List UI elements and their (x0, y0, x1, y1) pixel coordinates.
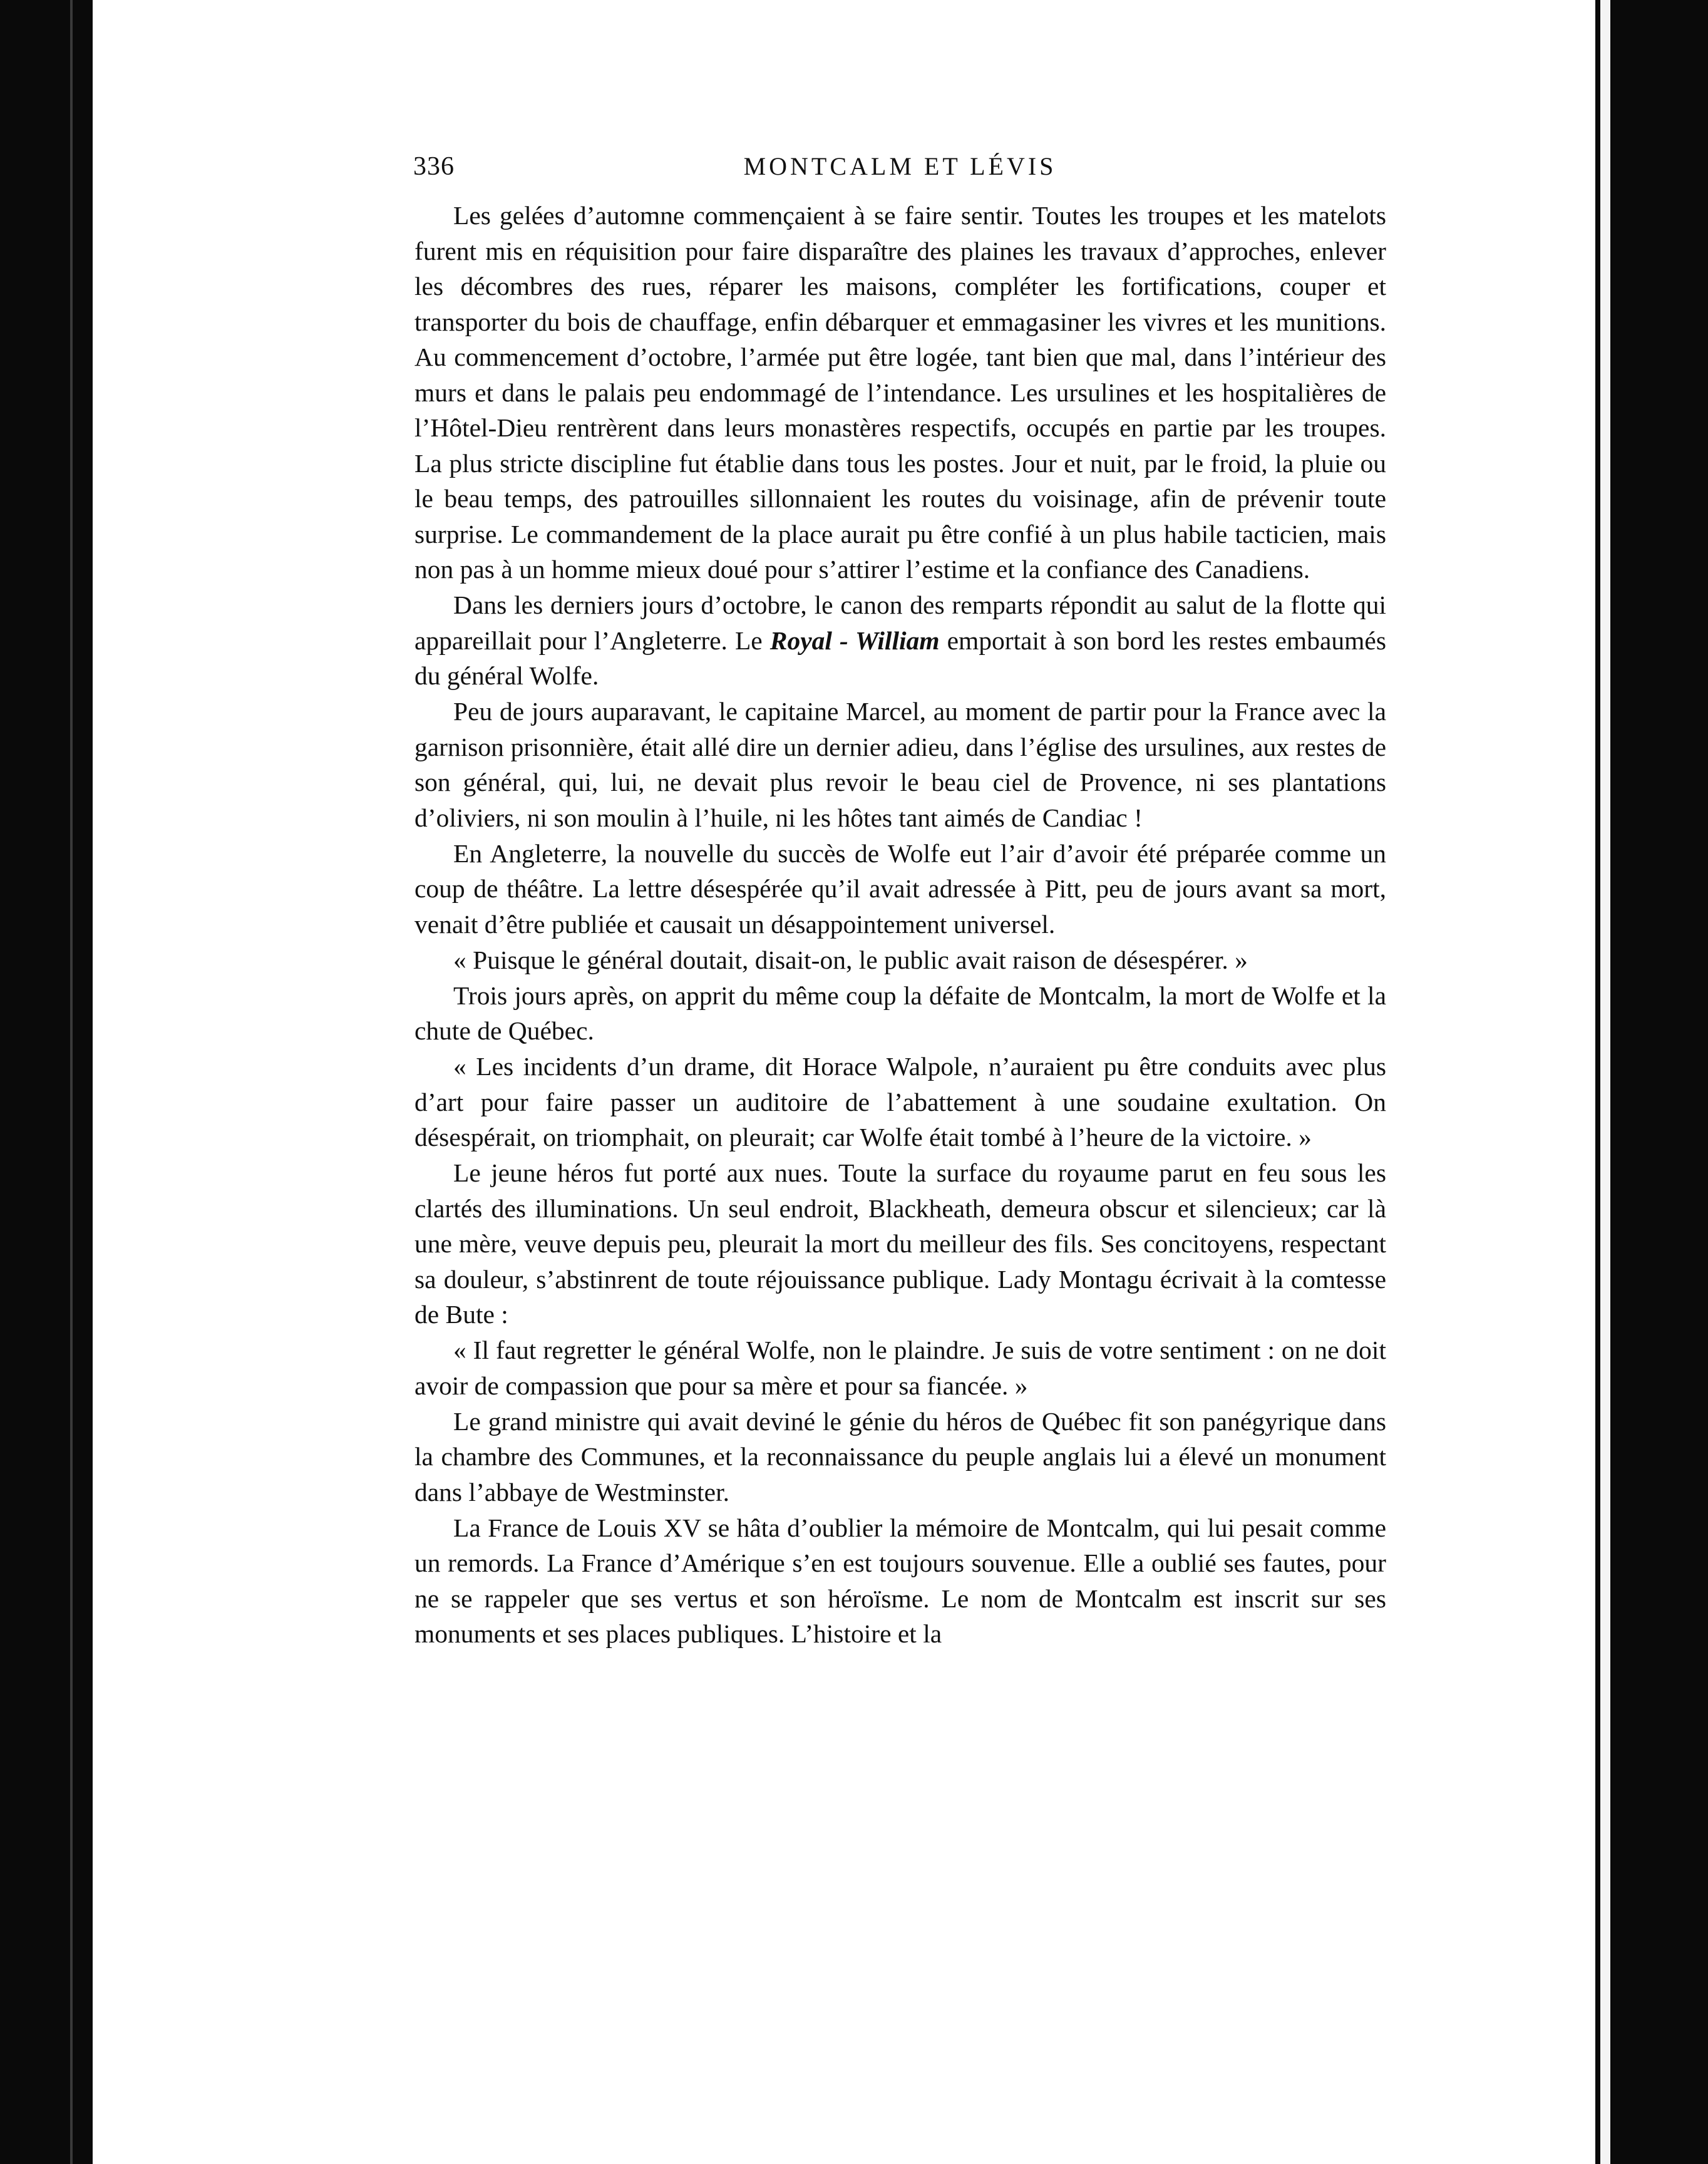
scan-left-edge-stripe (70, 0, 73, 2164)
paragraph: En Angleterre, la nouvelle du succès de Wolfe eut l’air d’avoir été préparée comme un coup de théâtre. La lettre désespérée qu’il avait adressée à Pitt, peu de jours avant sa mort, venait d’être publiée et causait un désappointement universel. (414, 838, 1386, 939)
scan-left-edge (0, 0, 93, 2164)
paragraph: La France de Louis XV se hâta d’oublier la mémoire de Montcalm, qui lui pesait comme un remords. La France d’Amérique s’en est toujours souvenue. Elle a oublié ses fautes, pour ne se rappeler que ses vertus et son héroïsme. Le nom de Montcalm est inscrit sur ses monuments et ses places publiques. L’histoire et la (414, 1513, 1386, 1648)
running-title: MONTCALM ET LÉVIS (743, 152, 1057, 180)
paragraph-text: emportait à son bord les restes embaumés du général Wolfe. (414, 626, 1386, 690)
page-number: 336 (413, 152, 455, 181)
scan-right-edge (1595, 0, 1708, 2164)
page-header (413, 148, 1387, 185)
paragraph: Les gelées d’automne commençaient à se faire sentir. Toutes les troupes et les matelots furent mis en réquisition pour faire disparaître des plaines les travaux d’approches, enlever les décombres des rues, réparer les maisons, compléter les fortifications, couper et transporter du bois de chauffage, enfin débarquer et emmagasiner les vivres et les munitions. Au commencement d’octobre, l’armée put être logée, tant bien que mal, dans l’intérieur des murs et dans le palais peu endommagé de l’intendance. Les ursulines et les hospitalières de l’Hôtel-Dieu rentrèrent dans leurs monastères respectifs, occupés en partie par les troupes. La plus stricte discipline fut établie dans tous les postes. Jour et nuit, par le froid, la pluie ou le beau temps, des patrouilles sillonnaient les routes du voisinage, afin de prévenir toute surprise. Le commandement de la place aurait pu être confié à un plus habile tacticien, mais non pas à un homme mieux doué pour s’attirer l’estime et la confiance des Canadiens. (414, 201, 1386, 584)
ship-name: Royal - William (769, 626, 940, 655)
body-text (414, 198, 1386, 1652)
quotation: « Puisque le général doutait, disait-on, le public avait raison de désespérer. » (453, 945, 1248, 974)
paragraph (414, 587, 1386, 694)
paragraph: Trois jours après, on apprit du même coup la défaite de Montcalm, la mort de Wolfe et la chute de Québec. (414, 981, 1386, 1045)
paragraph: Le grand ministre qui avait deviné le génie du héros de Québec fit son panégyrique dans la chambre des Communes, et la reconnaissance du peuple anglais lui a élevé un monument dans l’abbaye de Westminster. (414, 1406, 1386, 1507)
quotation: « Les incidents d’un drame, dit Horace Walpole, n’auraient pu être conduits avec plus d’art pour faire passer un auditoire de l’abattement à une soudaine exultation. On désespérait, on triomphait, on pleurait; car Wolfe était tombé à l’heure de la victoire. » (414, 1052, 1386, 1152)
paragraph-text: Dans les derniers jours d’octobre, le canon des remparts répondit au salut de la flotte qui appareillait pour l’Angleterre. Le (414, 590, 1386, 655)
quotation: « Il faut regretter le général Wolfe, non le plaindre. Je suis de votre sentiment : on ne doit avoir de compassion que pour sa mère et pour sa fiancée. » (414, 1336, 1386, 1400)
paragraph: Le jeune héros fut porté aux nues. Toute la surface du royaume parut en feu sous les clartés des illuminations. Un seul endroit, Blackheath, demeura obscur et silencieux; car là une mère, veuve depuis peu, pleurait la mort du meilleur des fils. Ses concitoyens, respectant sa douleur, s’abstinrent de toute réjouissance publique. Lady Montagu écrivait à la comtesse de Bute : (414, 1158, 1386, 1329)
scan-right-edge-gutter (1600, 0, 1610, 2164)
paragraph: Peu de jours auparavant, le capitaine Marcel, au moment de partir pour la France avec la garnison prisonnière, était allé dire un dernier adieu, dans l’église des ursulines, aux restes de son général, qui, lui, ne devait plus revoir le beau ciel de Provence, ni ses plantations d’oliviers, ni son moulin à l’huile, ni les hôtes tant aimés de Candiac ! (414, 697, 1386, 832)
